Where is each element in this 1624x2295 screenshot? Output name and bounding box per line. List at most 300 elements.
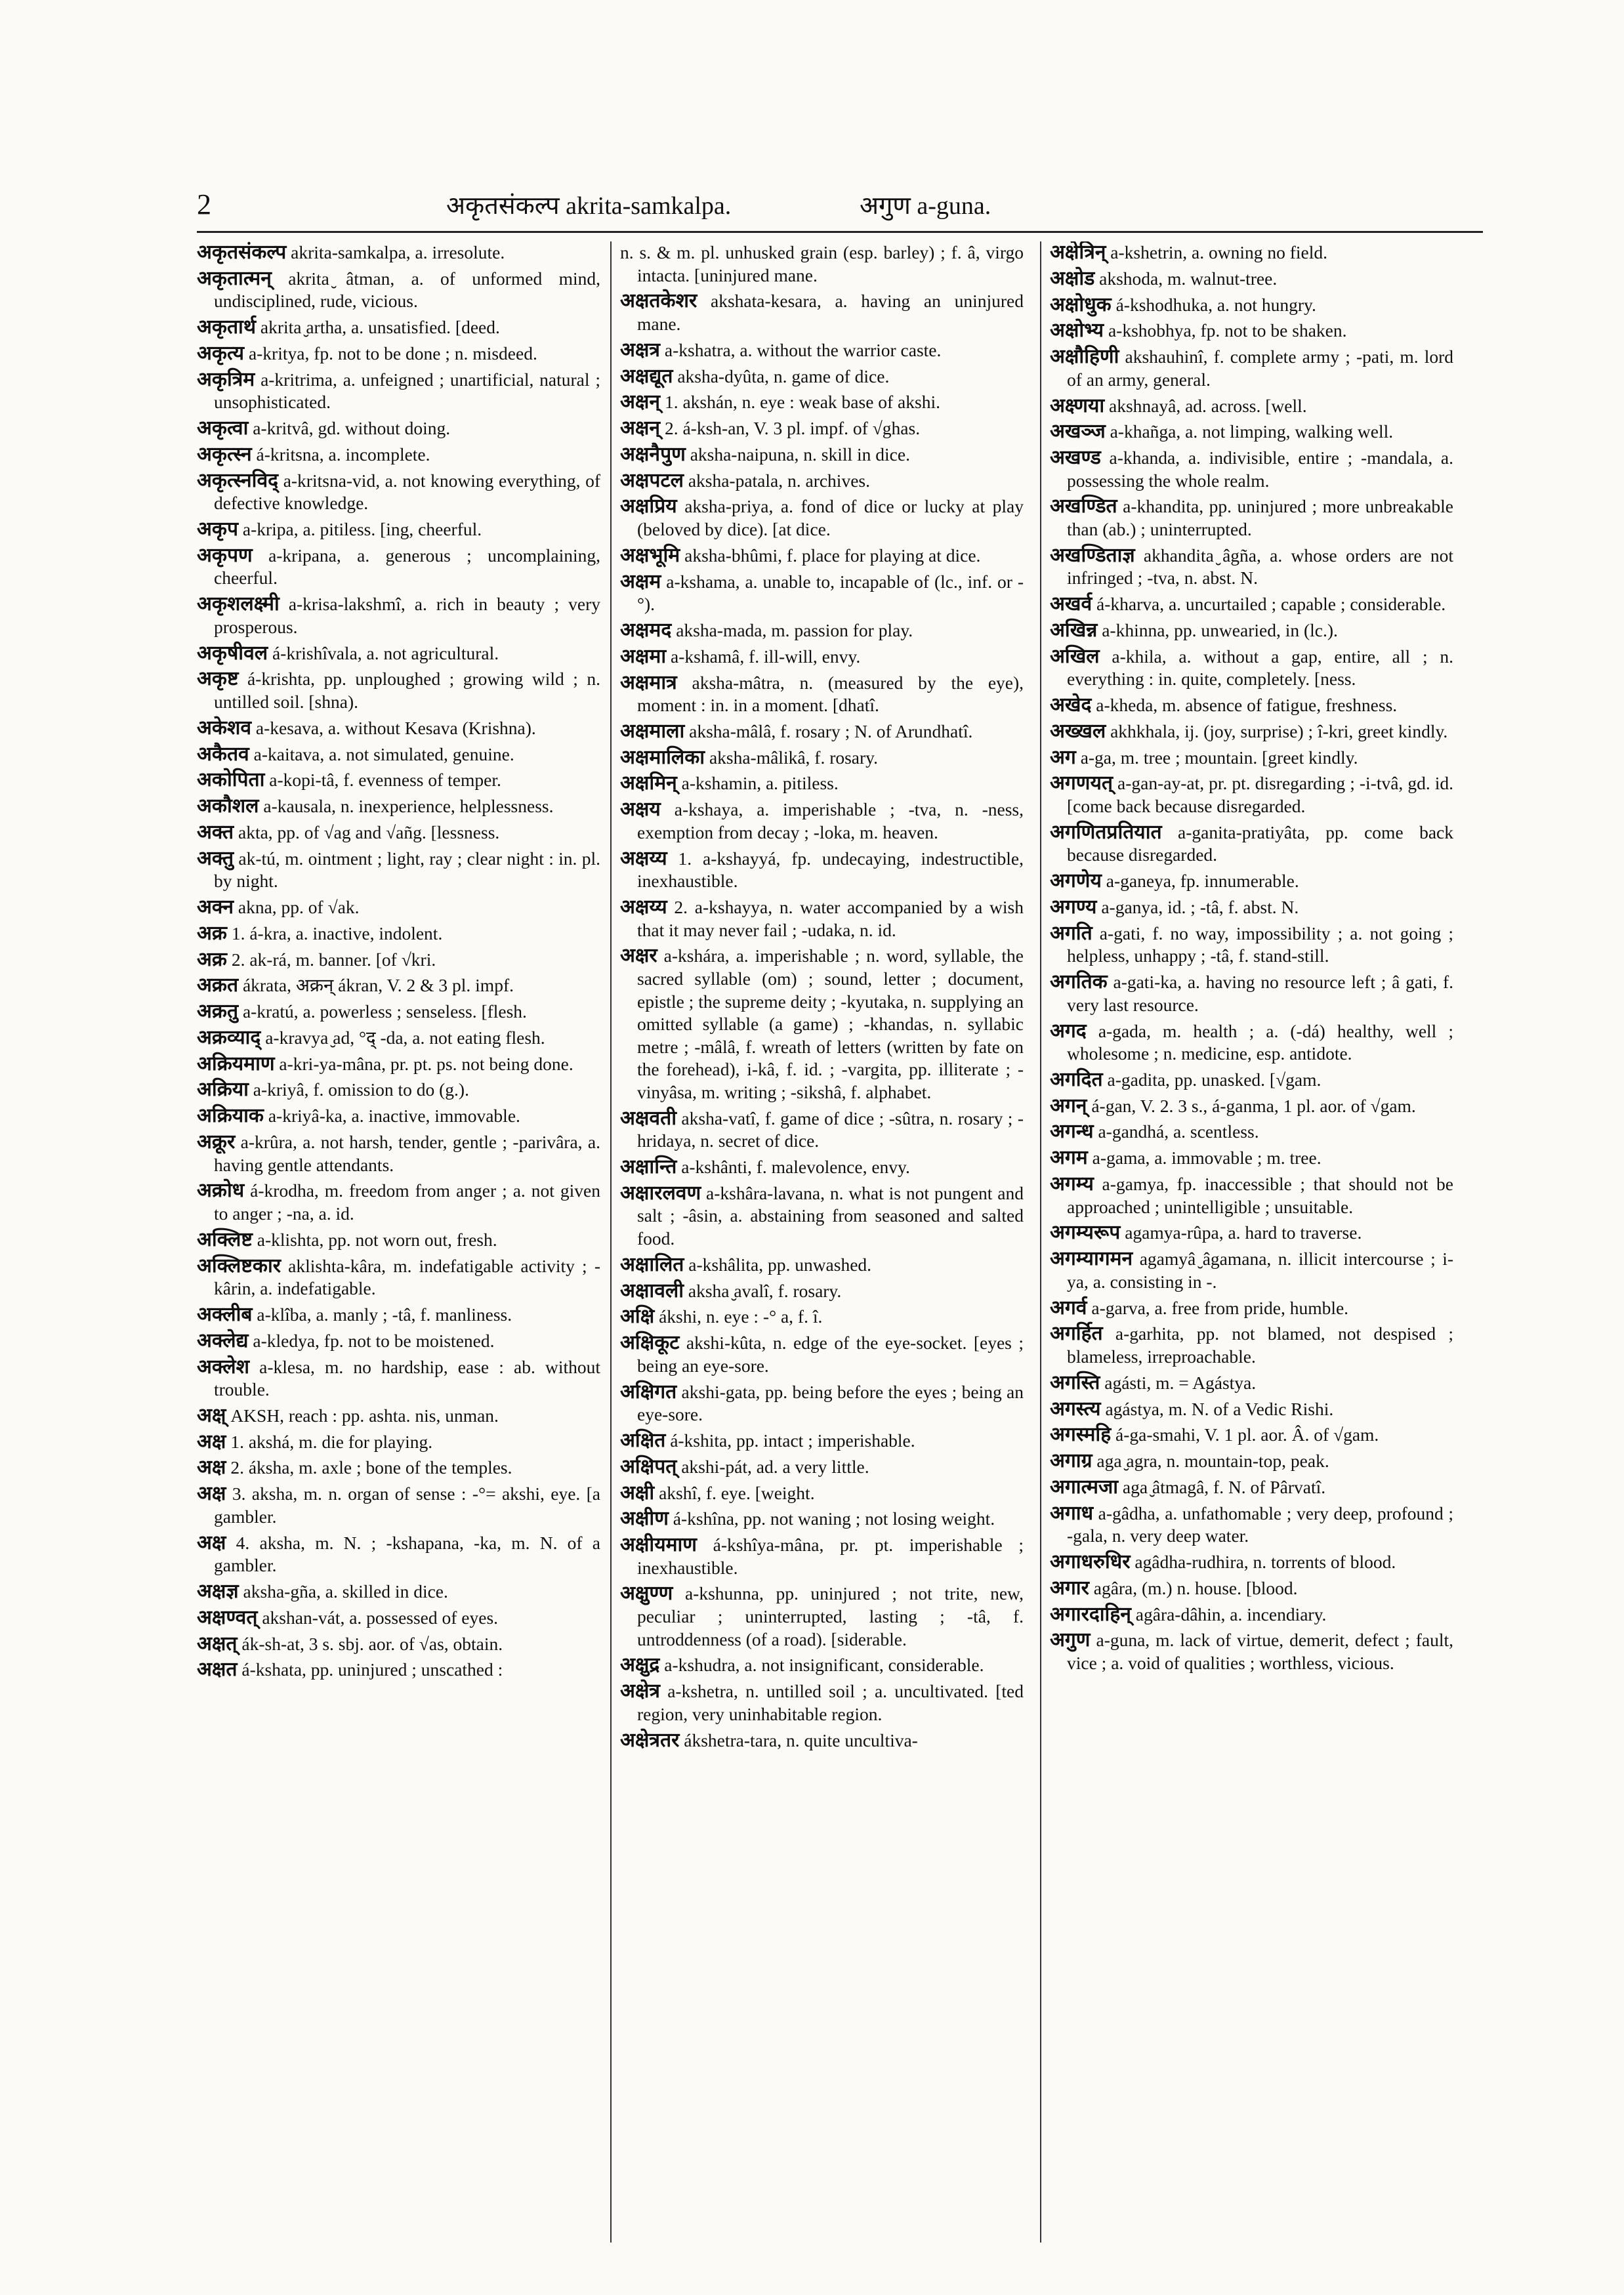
entry-headword: अगन् — [1050, 1094, 1087, 1117]
entry-definition: a-khañga, a. not limping, walking well. — [1110, 421, 1394, 442]
entry-definition: akshi-gata, pp. being before the eyes ; being an eye-sore. — [637, 1381, 1024, 1425]
entry-definition: a-kshâra-lavana, n. what is not pungent and salt ; -âsin, a. abstaining from seasoned and salted food. — [637, 1182, 1024, 1249]
entry-definition: á-kshodhuka, a. not hungry. — [1115, 294, 1316, 315]
dictionary-entry — [1050, 1121, 1453, 1144]
entry-headword: अगर्हित — [1050, 1322, 1103, 1346]
dictionary-entry — [1050, 1629, 1453, 1674]
entry-headword: अक्र — [197, 947, 227, 971]
entry-definition: a-kritvâ, gd. without doing. — [253, 418, 451, 439]
entry-headword: अगाधरुधिर — [1050, 1550, 1131, 1573]
entry-definition: a-kshamin, a. pitiless. — [681, 773, 839, 794]
dictionary-entry — [197, 1229, 600, 1252]
entry-definition: aksha-priya, a. fond of dice or lucky at play (beloved by dice). [at dice. — [637, 496, 1024, 540]
entry-headword: अक्षुण्ण — [620, 1582, 673, 1605]
column-3 — [1050, 241, 1453, 2249]
dictionary-entry — [197, 1131, 600, 1176]
entry-definition: a-kripa, a. pitiless. [ing, cheerful. — [242, 519, 482, 540]
dictionary-entry — [620, 848, 1024, 893]
dictionary-entry — [1050, 1372, 1453, 1395]
entry-headword: अक्षीयमाण — [620, 1533, 697, 1557]
entry-definition: agâra, (m.) n. house. [blood. — [1093, 1577, 1298, 1598]
entry-definition: 2. a-kshayya, n. water accompanied by a wish that it may never fail ; -udaka, n. id. — [637, 897, 1024, 940]
entry-headword: अगस्ति — [1050, 1371, 1100, 1394]
dictionary-entry — [620, 1156, 1024, 1179]
entry-headword: अक्षय्य — [620, 846, 667, 870]
entry-headword: अखञ्ज — [1050, 420, 1106, 444]
entry-headword: अक्षीण — [620, 1507, 669, 1531]
entry-definition: aga ̮âtmagâ, f. N. of Pârvatî. — [1122, 1476, 1326, 1497]
dictionary-entry — [1050, 320, 1453, 342]
dictionary-entry — [197, 1027, 600, 1050]
entry-headword: अकृत्रिम — [197, 367, 255, 391]
entry-definition: aksha-dyûta, n. game of dice. — [677, 365, 890, 386]
dictionary-entry — [197, 1581, 600, 1603]
entry-headword: अक्न — [197, 896, 234, 919]
entry-headword: अखिल — [1050, 644, 1100, 668]
dictionary-entry — [620, 1306, 1024, 1329]
entry-headword: अक्षप्रिय — [620, 495, 677, 518]
entry-definition: a-gamya, fp. inaccessible ; that should not be approached ; unintelligible ; unsuitable. — [1067, 1174, 1453, 1217]
entry-definition: á-krodha, m. freedom from anger ; a. not given to anger ; -na, a. id. — [214, 1180, 600, 1224]
entry-definition: a-gan-ay-at, pr. pt. disregarding ; -i-tvâ, gd. id. [come back because disregarded. — [1067, 773, 1453, 817]
entry-headword: अकृष्ट — [197, 667, 239, 691]
entry-headword: अखर्व — [1050, 592, 1093, 616]
dictionary-entry — [1050, 1248, 1453, 1293]
entry-headword: अक्षि — [620, 1305, 655, 1329]
entry-definition: a-ganita-pratiyâta, pp. come back because disregarded. — [1067, 821, 1453, 865]
entry-headword: अगद — [1050, 1019, 1087, 1043]
dictionary-entry — [197, 1053, 600, 1076]
entry-definition: a-garhita, pp. not blamed, not despised ; blameless, irreproachable. — [1067, 1323, 1453, 1367]
entry-headword: अक्लेश — [197, 1355, 250, 1378]
entry-headword: अक्षिगत — [620, 1380, 677, 1403]
entry-definition: aksha-mâlikâ, f. rosary. — [709, 747, 879, 768]
dictionary-entry — [197, 1457, 600, 1479]
dictionary-entry — [620, 417, 1024, 440]
entry-definition: a-ganya, id. ; -tâ, f. abst. N. — [1101, 897, 1299, 917]
dictionary-entry — [197, 949, 600, 972]
entry-headword: अक्षमद — [620, 618, 672, 642]
page-number: 2 — [197, 188, 211, 220]
dictionary-entry — [197, 470, 600, 515]
entry-headword: अक्रिया — [197, 1078, 249, 1102]
entry-definition: a-krisa-lakshmî, a. rich in beauty ; very prosperous. — [214, 594, 600, 637]
entry-headword: अकैतव — [197, 742, 249, 766]
entry-definition: akta, pp. of √ag and √añg. [lessness. — [238, 821, 500, 842]
entry-headword: अकृतात्मन् — [197, 266, 272, 290]
entry-definition: agamya-rûpa, a. hard to traverse. — [1125, 1222, 1362, 1243]
dictionary-entry — [197, 1304, 600, 1327]
entry-headword: अक्षभूमि — [620, 543, 680, 567]
entry-definition: 2. áksha, m. axle ; bone of the temples. — [230, 1457, 512, 1478]
entry-headword: अक्र — [197, 921, 227, 945]
entry-definition: a-kriyâ, f. omission to do (g.). — [253, 1079, 469, 1100]
entry-definition: a-kshetrin, a. owning no field. — [1110, 242, 1327, 262]
entry-definition: agâdha-rudhira, n. torrents of blood. — [1135, 1552, 1396, 1572]
dictionary-entry — [620, 1280, 1024, 1303]
dictionary-entry — [197, 1001, 600, 1023]
entry-definition: a-kshatra, a. without the warrior caste. — [664, 339, 942, 360]
entry-definition: aksha-mâtra, n. (measured by the eye), moment : in. in a moment. [dhatî. — [637, 672, 1024, 716]
entry-headword: अक्षावली — [620, 1279, 684, 1302]
entry-headword: अग — [1050, 745, 1076, 769]
dictionary-entry — [197, 316, 600, 339]
entry-definition: akshoda, m. walnut-tree. — [1099, 268, 1278, 289]
entry-headword: अक्लेद्य — [197, 1329, 249, 1352]
entry-headword: अक्षवती — [620, 1106, 677, 1130]
entry-headword: अक्ष — [197, 1482, 226, 1506]
entry-headword: अक्षत — [197, 1658, 238, 1682]
entry-headword: अक्षत्र — [620, 338, 660, 362]
column-1 — [197, 241, 600, 2249]
dictionary-entry — [197, 1356, 600, 1401]
dictionary-entry — [197, 769, 600, 792]
entry-definition: a-kaitava, a. not simulated, genuine. — [253, 743, 514, 764]
dictionary-entry — [197, 369, 600, 414]
entry-definition: aksha-naipuna, n. skill in dice. — [690, 444, 910, 465]
entry-definition: a-kratú, a. powerless ; senseless. [flesh. — [242, 1001, 527, 1022]
entry-definition: a-kshamâ, f. ill-will, envy. — [671, 646, 861, 667]
dictionary-entry — [1050, 1020, 1453, 1065]
dictionary-entry — [1050, 1398, 1453, 1421]
dictionary-entry — [197, 241, 600, 264]
dictionary-entry — [620, 1680, 1024, 1726]
entry-definition: akhandita ̮âgña, a. whose orders are not infringed ; -tva, n. abst. N. — [1067, 545, 1453, 589]
dictionary-entry — [1050, 294, 1453, 317]
entry-headword: अक्षौहिणी — [1050, 345, 1119, 369]
dictionary-entry — [620, 896, 1024, 941]
entry-headword: अगस्त्य — [1050, 1397, 1101, 1420]
entry-definition: a-kripana, a. generous ; uncomplaining, cheerful. — [214, 545, 600, 589]
header-rule — [197, 231, 1483, 233]
entry-definition: agamyâ ̮âgamana, n. illicit intercourse ; i-ya, a. consisting in -. — [1067, 1249, 1453, 1292]
entry-definition: akshî, f. eye. [weight. — [659, 1482, 815, 1503]
entry-definition: AKSH, reach : pp. ashta. nis, unman. — [230, 1405, 499, 1426]
entry-headword: अगार — [1050, 1576, 1089, 1600]
entry-definition: akshi-pát, ad. a very little. — [681, 1456, 869, 1477]
dictionary-entry — [1050, 593, 1453, 616]
entry-headword: अक्षय — [620, 798, 661, 821]
entry-headword: अगम्यागमन — [1050, 1247, 1133, 1271]
entry-definition: a-gadita, pp. unasked. [√gam. — [1107, 1069, 1322, 1090]
dictionary-entry — [197, 743, 600, 766]
dictionary-entry — [1050, 1095, 1453, 1118]
dictionary-entry — [620, 1482, 1024, 1505]
entry-definition: á-kharva, a. uncurtailed ; capable ; considerable. — [1096, 594, 1446, 615]
entry-definition: aksha-mada, m. passion for play. — [676, 619, 913, 640]
dictionary-entry — [620, 646, 1024, 669]
dictionary-entry — [1050, 395, 1453, 418]
entry-definition: a-gada, m. health ; a. (-dá) healthy, well ; wholesome ; n. medicine, esp. antidote. — [1067, 1020, 1453, 1064]
dictionary-entry — [620, 495, 1024, 541]
dictionary-entry — [1050, 1577, 1453, 1600]
entry-definition: a-krûra, a. not harsh, tender, gentle ; -parivâra, a. having gentle attendants. — [214, 1132, 600, 1175]
entry-headword: अक्रतु — [197, 1000, 239, 1023]
entry-definition: a-gâdha, a. unfathomable ; very deep, profound ; -gala, n. very deep water. — [1067, 1502, 1453, 1546]
dictionary-entry — [197, 1255, 600, 1300]
entry-headword: अक्षतकेशर — [620, 289, 697, 313]
entry-headword: अकृत्स्नविद् — [197, 468, 279, 492]
dictionary-entry — [1050, 896, 1453, 919]
dictionary-entry — [1050, 1069, 1453, 1092]
entry-headword: अक्ष्णया — [1050, 394, 1105, 417]
dictionary-entry — [1050, 694, 1453, 717]
entry-definition: ak-tú, m. ointment ; light, ray ; clear night : in. pl. by night. — [214, 848, 600, 892]
entry-headword: अक्रव्याद् — [197, 1025, 261, 1049]
entry-headword: अक्रियाक — [197, 1104, 264, 1128]
dictionary-entry — [197, 1483, 600, 1528]
dictionary-entry — [620, 1254, 1024, 1277]
entry-definition: á-kritsna, a. incomplete. — [256, 444, 430, 465]
entry-headword: अक्त — [197, 820, 234, 844]
entry-definition: a-khandita, pp. uninjured ; more unbreakable than (ab.) ; uninterrupted. — [1067, 496, 1453, 540]
entry-definition: a-khinna, pp. unwearied, in (lc.). — [1102, 619, 1338, 640]
entry-headword: अगम — [1050, 1146, 1088, 1170]
entry-headword: अकेशव — [197, 716, 252, 739]
dictionary-entry — [1050, 241, 1453, 264]
entry-definition: a-guna, m. lack of virtue, demerit, defect ; fault, vice ; a. void of qualities ; worthless, vicious. — [1067, 1630, 1453, 1673]
entry-headword: अगम्य — [1050, 1172, 1094, 1196]
dictionary-entry — [620, 720, 1024, 743]
entry-headword: अक्ष — [197, 1531, 226, 1554]
dictionary-entry — [620, 1654, 1024, 1677]
entry-definition: 4. aksha, m. N. ; -kshapana, -ka, m. N. of a gambler. — [214, 1532, 600, 1576]
entry-definition: agástya, m. N. of a Vedic Rishi. — [1105, 1398, 1334, 1419]
entry-definition: a-gama, a. immovable ; m. tree. — [1092, 1148, 1322, 1168]
dictionary-entry — [197, 1659, 600, 1682]
entry-headword: अक्षम — [620, 569, 661, 593]
entry-headword: अक्लीब — [197, 1302, 253, 1326]
dictionary-entry — [1050, 619, 1453, 642]
entry-definition: a-kravya ̮ad, °द् -da, a. not eating flesh. — [265, 1027, 545, 1048]
entry-definition: aksha ̮avalî, f. rosary. — [688, 1280, 842, 1301]
entry-headword: अगुण — [1050, 1628, 1091, 1652]
dictionary-entry — [1050, 545, 1453, 590]
dictionary-entry — [197, 545, 600, 590]
entry-headword: अखण्ड — [1050, 446, 1101, 470]
entry-definition: aksha-bhûmi, f. place for playing at dice. — [684, 545, 981, 566]
dictionary-entry — [620, 619, 1024, 642]
entry-definition: a-kritsna-vid, a. not knowing everything, of defective knowledge. — [214, 470, 600, 514]
entry-definition: n. s. & m. pl. unhusked grain (esp. barley) ; f. â, virgo intacta. [uninjured mane. — [620, 242, 1024, 285]
entry-headword: अक्षोड — [1050, 266, 1095, 290]
entry-headword: अक्षनैपुण — [620, 442, 686, 466]
entry-headword: अक्षिकूट — [620, 1331, 680, 1355]
entry-headword: अक्षान्ति — [620, 1155, 677, 1179]
dictionary-entry — [197, 417, 600, 440]
entry-headword: अक्षेत्रतर — [620, 1728, 680, 1752]
entry-definition: 3. aksha, m. n. organ of sense : -°= akshi, eye. [a gambler. — [214, 1483, 600, 1527]
entry-headword: अक्षन् — [620, 390, 661, 414]
entry-headword: अक्षत् — [197, 1632, 238, 1655]
entry-definition: a-kesava, a. without Kesava (Krishna). — [255, 717, 536, 738]
dictionary-entry — [1050, 922, 1453, 968]
dictionary-entry — [620, 1430, 1024, 1453]
dictionary-entry — [197, 1330, 600, 1353]
entry-headword: अक्षमाला — [620, 719, 685, 743]
dictionary-entry — [1050, 1551, 1453, 1574]
dictionary-entry — [620, 1182, 1024, 1251]
entry-definition: akshan-vát, a. possessed of eyes. — [262, 1607, 499, 1628]
entry-definition: a-kshâlita, pp. unwashed. — [688, 1254, 872, 1275]
dictionary-entry — [1050, 1450, 1453, 1473]
entry-headword: अगति — [1050, 921, 1093, 945]
entry-headword: अगतिक — [1050, 970, 1108, 994]
entry-headword: अगदित — [1050, 1067, 1103, 1091]
entry-headword: अक्षेत्र — [620, 1680, 660, 1703]
dictionary-entry — [1050, 971, 1453, 1016]
dictionary-entry — [197, 1633, 600, 1656]
dictionary-entry — [197, 518, 600, 541]
entry-headword: अक्ष — [197, 1430, 226, 1453]
entry-headword: अक्रोध — [197, 1179, 245, 1203]
entry-headword: अक्षमालिका — [620, 745, 705, 769]
entry-definition: 1. á-kra, a. inactive, indolent. — [231, 922, 443, 943]
dictionary-entry — [1050, 495, 1453, 541]
entry-definition: á-krishîvala, a. not agricultural. — [272, 642, 499, 663]
dictionary-entry — [197, 1079, 600, 1102]
dictionary-entry — [1050, 720, 1453, 743]
entry-headword: अखेद — [1050, 693, 1092, 717]
entry-definition: a-kheda, m. absence of fatigue, freshness. — [1096, 695, 1398, 716]
dictionary-entry — [620, 365, 1024, 388]
entry-headword: अगाग्र — [1050, 1449, 1093, 1473]
entry-definition: a-kshunna, pp. uninjured ; not trite, new, peculiar ; uninterrupted, lasting ; -tâ, f. untroddenness (of a road). [siderable. — [637, 1583, 1024, 1649]
entry-definition: á-kshita, pp. intact ; imperishable. — [670, 1430, 915, 1451]
entry-definition: a-kritrima, a. unfeigned ; unartificial, natural ; unsophisticated. — [214, 369, 600, 413]
dictionary-entry — [1050, 1603, 1453, 1626]
entry-headword: अक्षज्ञ — [197, 1579, 239, 1603]
dictionary-entry — [1050, 747, 1453, 770]
column-divider — [1040, 241, 1041, 2243]
entry-definition: aksha-gña, a. skilled in dice. — [243, 1581, 448, 1602]
dictionary-entry — [1050, 346, 1453, 391]
dictionary-entry — [197, 795, 600, 818]
entry-definition: a-ga, m. tree ; mountain. [greet kindly. — [1080, 747, 1358, 768]
dictionary-entry — [197, 593, 600, 638]
entry-headword: अगणेय — [1050, 869, 1102, 893]
dictionary-entry — [620, 391, 1024, 414]
dictionary-entry — [620, 290, 1024, 335]
dictionary-entry — [620, 798, 1024, 844]
dictionary-entry — [197, 821, 600, 844]
dictionary-entry — [197, 268, 600, 313]
entry-headword: अक्षद्यूत — [620, 364, 673, 388]
entry-headword: अकोपिता — [197, 768, 265, 792]
dictionary-entry — [197, 1431, 600, 1454]
entry-definition: agâra-dâhin, a. incendiary. — [1135, 1603, 1327, 1624]
entry-definition: ákshi, n. eye : -° a, f. î. — [659, 1306, 823, 1327]
entry-headword: अकृत्वा — [197, 417, 249, 440]
entry-definition: akshi-kûta, n. edge of the eye-socket. [eyes ; being an eye-sore. — [637, 1333, 1024, 1376]
dictionary-entry — [197, 848, 600, 893]
entry-definition: á-kshata, pp. uninjured ; unscathed : — [241, 1659, 503, 1680]
dictionary-entry — [620, 1456, 1024, 1479]
entry-headword: अकृत्य — [197, 341, 245, 365]
dictionary-entry — [620, 444, 1024, 466]
entry-headword: अकृशलक्ष्मी — [197, 592, 280, 616]
entry-definition: ákrata, अक्रन् ákran, V. 2 & 3 pl. impf. — [242, 975, 514, 996]
entry-definition: á-ga-smahi, V. 1 pl. aor. Â. of √gam. — [1115, 1424, 1379, 1445]
entry-headword: अक्षोधुक — [1050, 293, 1112, 316]
entry-headword: अखिन्न — [1050, 618, 1098, 642]
entry-definition: a-kritya, fp. not to be done ; n. misdeed. — [248, 342, 537, 363]
entry-definition: akhkhala, ij. (joy, surprise) ; î-kri, greet kindly. — [1110, 720, 1448, 741]
entry-definition: akshnayâ, ad. across. [well. — [1109, 395, 1307, 416]
dictionary-entry — [197, 1105, 600, 1128]
page-header — [197, 184, 1470, 223]
dictionary-entry — [197, 668, 600, 713]
dictionary-entry — [1050, 1323, 1453, 1368]
entry-headword: अगन्ध — [1050, 1120, 1094, 1144]
entry-headword: अख्खल — [1050, 719, 1106, 743]
entry-headword: अगारदाहिन् — [1050, 1602, 1131, 1626]
dictionary-entry — [1050, 447, 1453, 492]
dictionary-entry — [620, 470, 1024, 493]
dictionary-entry — [620, 672, 1024, 717]
entry-headword: अक्ष — [197, 1456, 226, 1479]
header-last-entry: अगुण a-guna. — [860, 192, 991, 220]
entry-definition: aga ̮agra, n. mountain-top, peak. — [1096, 1451, 1329, 1472]
entry-definition: 2. á-ksh-an, V. 3 pl. impf. of √ghas. — [664, 418, 921, 439]
entry-definition: a-kri-ya-mâna, pr. pt. ps. not being done. — [279, 1053, 573, 1074]
entry-headword: अक्षुद्र — [620, 1653, 660, 1677]
entry-headword: अगणितप्रतियात — [1050, 820, 1162, 844]
entry-definition: akna, pp. of √ak. — [238, 897, 360, 917]
entry-headword: अकृतसंकल्प — [197, 241, 287, 264]
entry-headword: अक्षमात्र — [620, 671, 677, 694]
entry-definition: 1. akshán, n. eye : weak base of akshi. — [664, 392, 940, 413]
entry-headword: अखण्डित — [1050, 495, 1117, 518]
entry-definition: a-kshaya, a. imperishable ; -tva, n. -ness, exemption from decay ; -loka, m. heaven. — [637, 799, 1024, 842]
entry-headword: अकौशल — [197, 795, 259, 818]
entry-definition: a-kshudra, a. not insignificant, considerable. — [664, 1655, 984, 1676]
entry-definition: akrita-samkalpa, a. irresolute. — [291, 242, 505, 262]
entry-definition: akshata-kesara, a. having an uninjured mane. — [637, 291, 1024, 334]
entry-headword: अक्षर — [620, 944, 657, 968]
entry-definition: a-kshára, a. imperishable ; n. word, syllable, the sacred syllable (om) ; sound, letter ; document, epistle ; the supreme deity ; -kyutaka, n. supplying an omitted syllable (a game) ; -khandas, n. syllabic metre ; -mâlâ, f. wreath of letters (written by fate on the forehead), i-kâ, f. id. ; -vargita, pp. illiterate ; -vinyâsa, m. writing ; -sikshâ, f. alphabet. — [637, 945, 1024, 1102]
entry-definition: a-kopi-tâ, f. evenness of temper. — [269, 770, 501, 791]
dictionary-entry — [620, 339, 1024, 362]
entry-definition: akrita ̮âtman, a. of unformed mind, undisciplined, rude, vicious. — [214, 268, 600, 312]
dictionary-entry — [197, 642, 600, 665]
entry-headword: अक्षालित — [620, 1252, 684, 1276]
column-divider — [610, 241, 612, 2243]
dictionary-entry — [620, 1332, 1024, 1377]
dictionary-entry — [620, 1534, 1024, 1579]
entry-headword: अगाध — [1050, 1501, 1094, 1525]
entry-definition: a-gandhá, a. scentless. — [1098, 1121, 1259, 1142]
entry-headword: अकृतार्थ — [197, 316, 256, 339]
entry-headword: अक्रत — [197, 974, 239, 997]
entry-definition: a-klesa, m. no hardship, ease : ab. without trouble. — [214, 1356, 600, 1400]
entry-headword: अक्षमिन् — [620, 772, 677, 795]
entry-definition: 2. ak-rá, m. banner. [of √kri. — [231, 949, 436, 970]
entry-headword: अक्षी — [620, 1481, 655, 1504]
entry-headword: अक्षेत्रिन् — [1050, 241, 1106, 264]
entry-definition: agásti, m. = Agástya. — [1104, 1372, 1257, 1393]
entry-headword: अगण्य — [1050, 896, 1097, 919]
entry-headword: अगणयत् — [1050, 772, 1113, 795]
entry-definition: aksha-mâlâ, f. rosary ; N. of Arundhatî. — [689, 720, 973, 741]
dictionary-entry — [1050, 268, 1453, 291]
entry-headword: अक्षोभ्य — [1050, 319, 1104, 342]
entry-definition: a-kausala, n. inexperience, helplessness. — [263, 796, 554, 817]
dictionary-entry — [620, 1582, 1024, 1651]
dictionary-entry — [197, 896, 600, 919]
dictionary-entry — [620, 571, 1024, 616]
entry-definition: á-krishta, pp. unploughed ; growing wild ; n. untilled soil. [shna). — [214, 669, 600, 712]
